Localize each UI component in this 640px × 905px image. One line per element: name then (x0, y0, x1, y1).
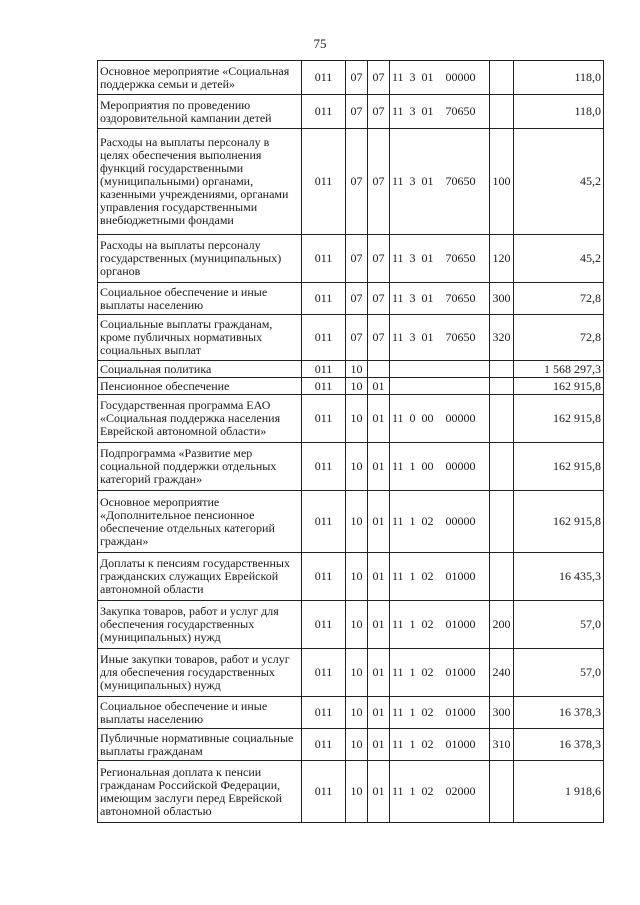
row-pr: 01 (368, 761, 390, 823)
row-name: Публичные нормативные социальные выплаты гражданам (98, 729, 302, 761)
row-csr (390, 361, 490, 378)
row-pr: 07 (368, 315, 390, 361)
row-pr: 07 (368, 95, 390, 129)
row-sum: 118,0 (514, 61, 604, 95)
row-vr (490, 61, 514, 95)
row-vr (490, 443, 514, 491)
row-rz: 07 (346, 315, 368, 361)
table-row (98, 129, 604, 235)
row-ved: 011 (302, 601, 346, 649)
row-pr: 01 (368, 443, 390, 491)
row-csr: 11 3 01 70650 (390, 129, 490, 235)
row-name: Иные закупки товаров, работ и услуг для обеспечения государственных (муниципальных) нужд (98, 649, 302, 697)
row-sum: 162 915,8 (514, 491, 604, 553)
row-name: Доплаты к пенсиям государственных гражданских служащих Еврейской автономной области (98, 553, 302, 601)
table-row (98, 61, 604, 95)
row-pr: 01 (368, 553, 390, 601)
row-ved: 011 (302, 729, 346, 761)
row-ved: 011 (302, 697, 346, 729)
row-name: Расходы на выплаты персоналу государственных (муниципальных) органов (98, 235, 302, 283)
row-name: Социальные выплаты гражданам, кроме публичных нормативных социальных выплат (98, 315, 302, 361)
row-rz: 07 (346, 61, 368, 95)
budget-table-body (98, 61, 604, 823)
row-pr: 01 (368, 601, 390, 649)
table-row (98, 395, 604, 443)
row-sum: 118,0 (514, 95, 604, 129)
budget-table (97, 60, 604, 823)
row-sum: 72,8 (514, 283, 604, 315)
row-sum: 57,0 (514, 601, 604, 649)
page-number: 75 (313, 36, 327, 51)
row-csr: 11 1 02 01000 (390, 697, 490, 729)
row-csr: 11 3 01 70650 (390, 315, 490, 361)
row-vr (490, 378, 514, 395)
row-ved: 011 (302, 235, 346, 283)
row-name: Государственная программа ЕАО «Социальная поддержка населения Еврейской автономной области» (98, 395, 302, 443)
row-vr: 300 (490, 283, 514, 315)
row-vr (490, 95, 514, 129)
table-row (98, 729, 604, 761)
row-pr: 07 (368, 129, 390, 235)
row-rz: 10 (346, 361, 368, 378)
row-pr: 01 (368, 491, 390, 553)
row-sum: 162 915,8 (514, 443, 604, 491)
row-vr (490, 553, 514, 601)
row-name: Расходы на выплаты персоналу в целях обеспечения выполнения функций государственными (муниципальными) органами, казенными учреждениями, органами управления государственными внебюджетными фондами (98, 129, 302, 235)
row-vr (490, 761, 514, 823)
row-rz: 07 (346, 95, 368, 129)
row-ved: 011 (302, 553, 346, 601)
table-row (98, 315, 604, 361)
row-sum: 1 568 297,3 (514, 361, 604, 378)
row-ved: 011 (302, 95, 346, 129)
row-rz: 07 (346, 235, 368, 283)
row-sum: 45,2 (514, 129, 604, 235)
table-row (98, 553, 604, 601)
row-ved: 011 (302, 649, 346, 697)
row-name: Подпрограмма «Развитие мер социальной поддержки отдельных категорий граждан» (98, 443, 302, 491)
row-name: Социальное обеспечение и иные выплаты населению (98, 697, 302, 729)
row-sum: 45,2 (514, 235, 604, 283)
row-pr (368, 361, 390, 378)
row-vr: 310 (490, 729, 514, 761)
row-ved: 011 (302, 129, 346, 235)
row-vr: 240 (490, 649, 514, 697)
row-csr: 11 1 02 00000 (390, 491, 490, 553)
row-sum: 162 915,8 (514, 395, 604, 443)
row-vr: 100 (490, 129, 514, 235)
row-csr: 11 1 02 01000 (390, 553, 490, 601)
row-name: Пенсионное обеспечение (98, 378, 302, 395)
row-rz: 10 (346, 649, 368, 697)
row-csr: 11 3 01 70650 (390, 283, 490, 315)
row-ved: 011 (302, 283, 346, 315)
row-ved: 011 (302, 361, 346, 378)
table-row (98, 443, 604, 491)
table-row (98, 378, 604, 395)
row-csr: 11 1 02 02000 (390, 761, 490, 823)
row-vr: 300 (490, 697, 514, 729)
row-rz: 07 (346, 283, 368, 315)
row-rz: 10 (346, 491, 368, 553)
row-rz: 10 (346, 601, 368, 649)
row-csr: 11 1 02 01000 (390, 601, 490, 649)
table-row (98, 697, 604, 729)
row-name: Социальная политика (98, 361, 302, 378)
row-rz: 07 (346, 129, 368, 235)
row-rz: 10 (346, 697, 368, 729)
table-row (98, 283, 604, 315)
row-vr (490, 491, 514, 553)
row-csr: 11 3 01 00000 (390, 61, 490, 95)
row-csr (390, 378, 490, 395)
row-name: Социальное обеспечение и иные выплаты населению (98, 283, 302, 315)
row-name: Региональная доплата к пенсии гражданам Российской Федерации, имеющим заслуги перед Еврейской автономной областью (98, 761, 302, 823)
row-rz: 10 (346, 378, 368, 395)
row-name: Мероприятия по проведению оздоровительной кампании детей (98, 95, 302, 129)
row-vr (490, 395, 514, 443)
row-csr: 11 3 01 70650 (390, 95, 490, 129)
row-rz: 10 (346, 761, 368, 823)
row-ved: 011 (302, 378, 346, 395)
row-sum: 1 918,6 (514, 761, 604, 823)
table-row (98, 361, 604, 378)
row-pr: 01 (368, 395, 390, 443)
row-name: Закупка товаров, работ и услуг для обеспечения государственных (муниципальных) нужд (98, 601, 302, 649)
row-pr: 07 (368, 61, 390, 95)
row-ved: 011 (302, 443, 346, 491)
row-csr: 11 1 02 01000 (390, 649, 490, 697)
row-vr (490, 361, 514, 378)
table-row (98, 649, 604, 697)
row-rz: 10 (346, 729, 368, 761)
row-sum: 57,0 (514, 649, 604, 697)
row-rz: 10 (346, 395, 368, 443)
row-rz: 10 (346, 443, 368, 491)
row-vr: 200 (490, 601, 514, 649)
table-row (98, 95, 604, 129)
row-pr: 01 (368, 729, 390, 761)
row-pr: 01 (368, 378, 390, 395)
row-csr: 11 3 01 70650 (390, 235, 490, 283)
row-ved: 011 (302, 491, 346, 553)
row-pr: 01 (368, 697, 390, 729)
row-rz: 10 (346, 553, 368, 601)
row-vr: 120 (490, 235, 514, 283)
row-ved: 011 (302, 61, 346, 95)
row-vr: 320 (490, 315, 514, 361)
row-csr: 11 1 00 00000 (390, 443, 490, 491)
row-sum: 16 435,3 (514, 553, 604, 601)
table-row (98, 761, 604, 823)
row-sum: 162 915,8 (514, 378, 604, 395)
table-row (98, 491, 604, 553)
row-ved: 011 (302, 315, 346, 361)
table-row (98, 601, 604, 649)
row-sum: 16 378,3 (514, 697, 604, 729)
row-pr: 07 (368, 283, 390, 315)
row-sum: 16 378,3 (514, 729, 604, 761)
row-name: Основное мероприятие «Дополнительное пенсионное обеспечение отдельных категорий граждан» (98, 491, 302, 553)
row-name: Основное мероприятие «Социальная поддержка семьи и детей» (98, 61, 302, 95)
row-pr: 01 (368, 649, 390, 697)
row-csr: 11 1 02 01000 (390, 729, 490, 761)
row-pr: 07 (368, 235, 390, 283)
row-sum: 72,8 (514, 315, 604, 361)
table-row (98, 235, 604, 283)
row-ved: 011 (302, 395, 346, 443)
row-ved: 011 (302, 761, 346, 823)
row-csr: 11 0 00 00000 (390, 395, 490, 443)
